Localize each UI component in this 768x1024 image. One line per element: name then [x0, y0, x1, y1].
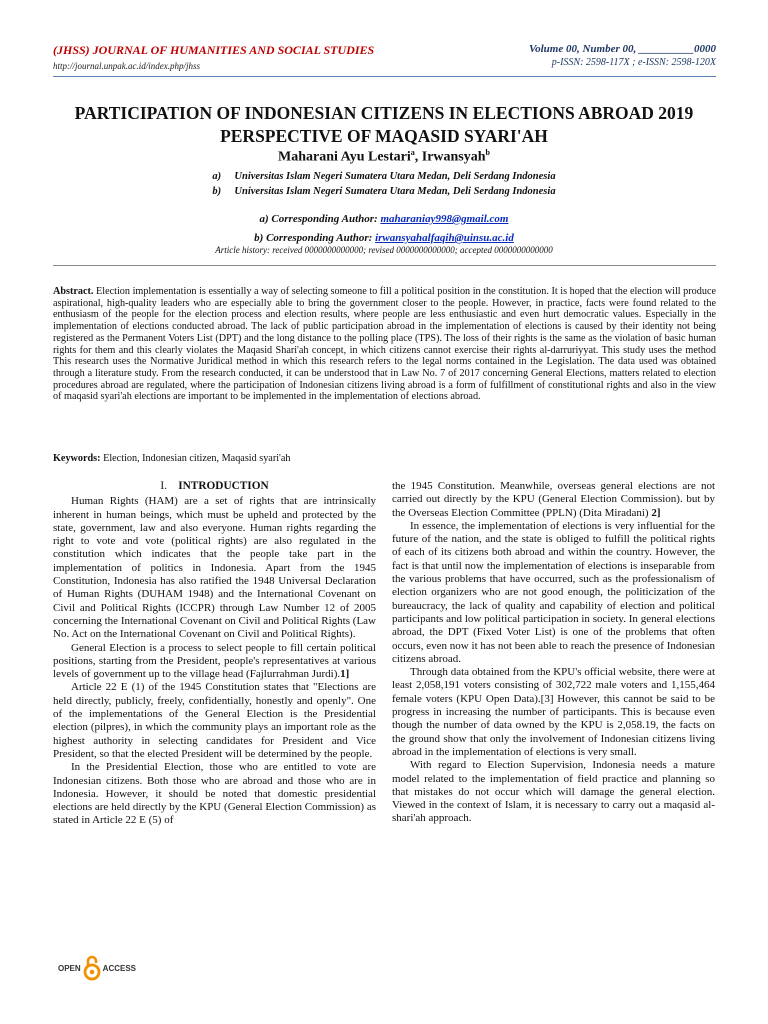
- corresponding-author-a-email[interactable]: maharaniay998@gmail.com: [380, 213, 509, 225]
- paragraph-text: General Election is a process to select people to fill certain political positions, starting from the President, people's representatives at various levels of government up to the village head (Fajlurrahman Jurdi).: [53, 641, 376, 681]
- affiliation-a: [0, 169, 768, 184]
- author-1: Maharani Ayu Lestari: [278, 149, 411, 165]
- corresponding-author-b-label: b) Corresponding Author:: [254, 232, 376, 244]
- corresponding-author-b-email[interactable]: irwansyahalfaqih@uinsu.ac.id: [375, 232, 514, 244]
- affiliation-b-label: b): [212, 186, 222, 197]
- journal-title: (JHSS) JOURNAL OF HUMANITIES AND SOCIAL STUDIES: [53, 43, 375, 57]
- open-access-access-label: ACCESS: [102, 963, 137, 973]
- body-left-column: [53, 480, 376, 828]
- author-separator: ,: [414, 149, 422, 165]
- paragraph: Through data obtained from the KPU's official website, there were at least 2,058,191 voters consisting of 302,722 male voters and 1,155,464 female voters (KPU Open Data).[3] However, this cannot be said to be progress in increasing the number of participants. This is because even though the number of data owned by the KPU is 2,058.19, the facts on the ground show that only the involvement of Indonesian citizens living abroad in the implementation of elections is very small.: [392, 666, 715, 758]
- author-2: Irwansyah: [421, 149, 486, 165]
- open-access-open-label: OPEN: [58, 963, 81, 973]
- section-number: I.: [160, 480, 167, 492]
- section-heading: [53, 480, 376, 493]
- journal-url[interactable]: http://journal.unpak.ac.id/index.php/jhss: [53, 61, 200, 71]
- authors: [0, 148, 768, 166]
- affiliation-a-text: Universitas Islam Negeri Sumatera Utara Medan, Deli Serdang Indonesia: [234, 171, 556, 182]
- paragraph-text: the 1945 Constitution. Meanwhile, overseas general elections are not carried out directly by the KPU (General Election Commission). but by the Overseas Election Committee (PPLN) (Dita Miradani): [392, 480, 715, 519]
- corresponding-author-a: [0, 213, 768, 225]
- keywords-label: Keywords:: [53, 453, 101, 464]
- corresponding-author-b: [0, 232, 768, 244]
- paragraph: With regard to Election Supervision, Indonesia needs a mature model related to the implementation of field practice and planning so that mistakes do not occur which will damage the general election. Viewed in the context of Islam, it is necessary to carry out a maqasid al-shari'ah approach.: [392, 759, 715, 825]
- paragraph: [392, 480, 715, 520]
- author-2-affil: b: [485, 148, 490, 157]
- abstract-divider: [53, 265, 716, 266]
- paragraph: In essence, the implementation of elections is very influential for the future of the nation, and the state is obliged to fulfill the political rights of each of its citizens both abroad and within the country. However, the fact is that until now the implementation of elections is inseparable from the various problems that have occurred, such as the professionalism of election organizers who are not good enough, the politicization of the bureaucracy, the lack of quality and capability of election and political participants and low political participation in society. In general elections abroad, the DPT (Fixed Voter List) is one of the problems that often occurs, even now it has not been able to reach the presence of Indonesian citizens abroad.: [392, 519, 715, 665]
- body-right-column: [392, 480, 715, 826]
- keywords: [53, 453, 716, 464]
- journal-issue-info: [529, 43, 716, 68]
- section-title: INTRODUCTION: [178, 480, 269, 492]
- affiliation-a-label: a): [212, 171, 222, 182]
- keywords-text: Election, Indonesian citizen, Maqasid syari'ah: [100, 453, 291, 464]
- header-divider: [53, 76, 716, 77]
- paragraph: Human Rights (HAM) are a set of rights that are intrinsically inherent in human beings, which must be upheld and protected by the state, government, law and also everyone. Human rights regarding the right to vote and vote (political rights) are also regulated in the constitution which indicates that the people take part in the implementation of politics in Indonesia. Apart from the 1945 Constitution, Indonesia has also ratified the 1948 Universal Declaration of Human Rights (DUHAM 1948) and the International Covenant on Civil and Political Rights (ICCPR) through Law Number 12 of 2005 concerning the International Covenant on Civil and Political Rights (Law No. Act on the International Covenant on Civil and Political Rights).: [53, 495, 376, 641]
- corresponding-author-a-label: a) Corresponding Author:: [259, 213, 381, 225]
- paragraph: Article 22 E (1) of the 1945 Constitution states that "Elections are held directly, publicly, freely, confidentially, honestly and openly". One of the implementations of the General Election is the Presidential election (pilpres), in which the community plays an important role as the highest authority in selecting candidates for President and Vice President, so that the elected President will be determined by the people.: [53, 681, 376, 760]
- volume-number: Volume 00, Number 00, __________0000: [528, 43, 716, 55]
- journal-header: [53, 43, 374, 71]
- title-line-1: PARTICIPATION OF INDONESIAN CITIZENS IN ELECTIONS ABROAD 2019: [74, 103, 694, 123]
- open-access-logo: [58, 955, 136, 981]
- affiliation-b: [0, 184, 768, 199]
- author-1-affil: a: [410, 148, 415, 157]
- abstract-label: Abstract.: [53, 286, 94, 297]
- open-access-lock-icon: [83, 955, 101, 981]
- abstract: [53, 286, 716, 403]
- paragraph: In the Presidential Election, those who are entitled to vote are Indonesian citizens. Both those who are abroad and those who are in Indonesia. However, it should be noted that domestic presidential elections are held directly by the KPU (General Election Commission) as stated in Article 22 E (5) of: [53, 761, 376, 827]
- abstract-text: Election implementation is essentially a way of selecting someone to fill a political position in the constitution. It is hoped that the election will produce aspirational, high-quality leaders who are especially able to bring the government closer to the people. However, in practice, facts were found related to the enthusiasm of the people for the election process and election results, where people are less enthusiastic and even hurt democratic values. Especially in the implementation of elections conducted abroad. The lack of public participation abroad in the implementation of elections is caused by their identity not being registered as the Permanent Voters List (DPT) and the long distance to the polling place (TPS). The loss of their rights is the same as the violation of basic human rights for them and this clearly violates the Maqasid Shari'ah concept, in which citizens cannot exercise their rights al-darruriyyat. This study uses the method This research uses the Normative Juridical method in which this research refers to the legal norms contained in the Legislation. The data used was obtained through a literature study. From the research conducted, it can be understood that in Law No. 7 of 2017 concerning General Elections, matters related to election procedures abroad are regulated, where the participation of Indonesian citizens living abroad is a form of fulfillment of constitutional rights and also in the view of maqasid syari'ah elections are important to be implemented in the implementation of elections abroad.: [53, 286, 716, 403]
- title-line-2: PERSPECTIVE OF MAQASID SYARI'AH: [220, 126, 548, 146]
- paper-title: [40, 102, 728, 148]
- issn: p-ISSN: 2598-117X ; e-ISSN: 2598-120X: [551, 57, 716, 68]
- affiliation-b-text: Universitas Islam Negeri Sumatera Utara Medan, Deli Serdang Indonesia: [234, 186, 556, 197]
- paragraph: [53, 642, 376, 682]
- citation-ref: 2]: [651, 506, 661, 519]
- citation-ref: 1]: [340, 668, 350, 681]
- article-history: Article history: received 0000000000000; revised 0000000000000; accepted 0000000000000: [215, 245, 553, 255]
- affiliations: [0, 169, 768, 199]
